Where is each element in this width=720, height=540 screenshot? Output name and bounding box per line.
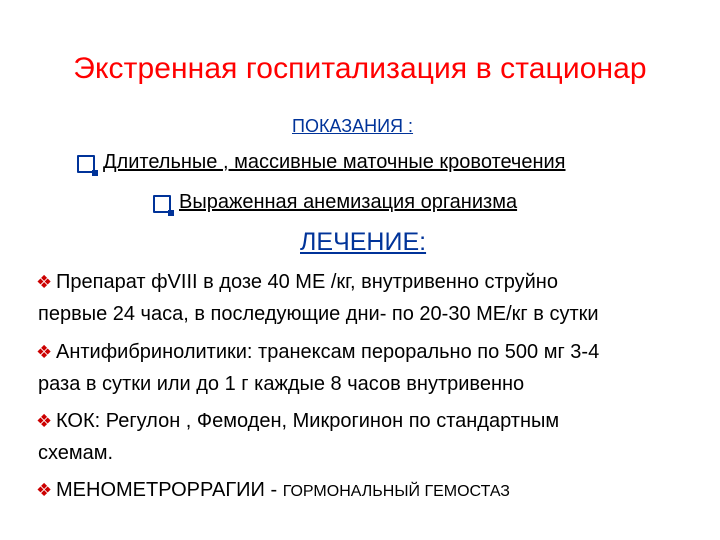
treatment-text-continued: раза в сутки или до 1 г каждые 8 часов внутривенно: [38, 373, 525, 395]
checkbox-square-icon: [153, 195, 171, 213]
treatment-text-small: ГОРМОНАЛЬНЫЙ ГЕМОСТАЗ: [282, 483, 510, 500]
treatment-item: [36, 336, 599, 400]
diamond-bullet-icon: ❖: [36, 342, 53, 362]
treatment-text-continued: первые 24 часа, в последующие дни- по 20-30 МЕ/кг в сутки: [38, 303, 599, 325]
indication-item: [153, 191, 517, 214]
indication-text: Выраженная анемизация организма: [179, 191, 518, 213]
treatment-label: ЛЕЧЕНИЕ:: [300, 228, 427, 256]
treatment-item: [36, 474, 510, 508]
indication-item: [77, 151, 566, 174]
treatment-text-continued: схемам.: [38, 442, 114, 464]
diamond-bullet-icon: ❖: [36, 480, 53, 500]
treatment-text: МЕНОМЕТРОРРАГИИ -: [56, 479, 283, 501]
treatment-text: КОК: Регулон , Фемоден, Микрогинон по стандартным: [56, 410, 560, 432]
treatment-item: [36, 405, 559, 469]
treatment-text: Антифибринолитики: транексам перорально по 500 мг 3-4: [56, 341, 600, 363]
checkbox-square-icon: [77, 155, 95, 173]
indication-text: Длительные , массивные маточные кровотечения: [103, 151, 566, 173]
indications-label: ПОКАЗАНИЯ :: [292, 116, 414, 136]
treatment-item: [36, 266, 599, 330]
slide-title: Экстренная госпитализация в стационар: [73, 52, 647, 85]
diamond-bullet-icon: ❖: [36, 411, 53, 431]
treatment-text: Препарат фVIII в дозе 40 МЕ /кг, внутривенно струйно: [56, 271, 558, 293]
diamond-bullet-icon: ❖: [36, 272, 53, 292]
